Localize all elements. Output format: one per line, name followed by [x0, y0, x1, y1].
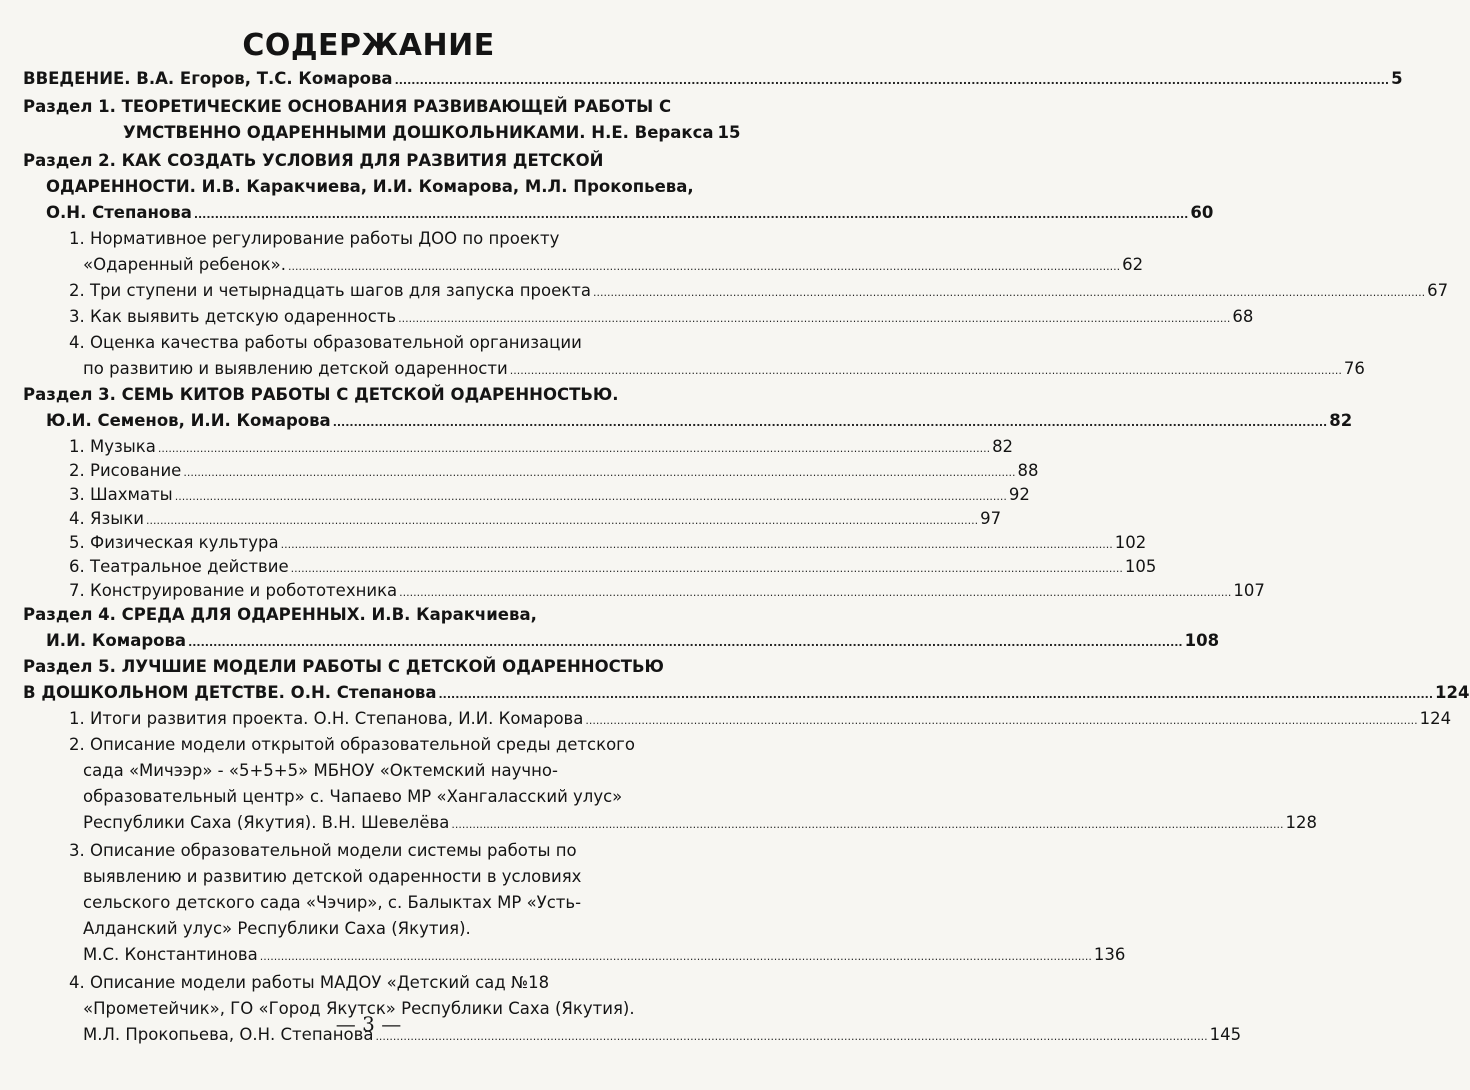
dot-leader [451, 814, 1283, 836]
toc-entry [46, 630, 1220, 654]
toc-entry-title: 1. Музыка [69, 437, 156, 456]
toc-entry-title: по развитию и выявлению детской одаренности [83, 359, 508, 378]
toc-page-number: 145 [1209, 1025, 1242, 1044]
toc-entry-title: 6. Театральное действие [69, 557, 289, 576]
dot-leader [510, 360, 1342, 382]
toc-entry-title: М.С. Константинова [83, 945, 258, 964]
toc-entry [83, 358, 1365, 382]
dot-leader [146, 510, 978, 532]
toc-entry-line [46, 176, 694, 198]
toc-entry [69, 508, 1002, 532]
dot-leader [398, 308, 1230, 330]
toc-entry-line [23, 150, 603, 172]
dot-leader [281, 534, 1113, 556]
toc-entry [69, 436, 1014, 460]
toc-entry-title: Алданский улус» Республики Саха (Якутия). [83, 919, 471, 938]
toc-entry-line [69, 734, 635, 756]
toc-entry [69, 708, 1452, 732]
toc-page-number: 124 [1435, 683, 1470, 702]
toc-entry-title: Раздел 3. СЕМЬ КИТОВ РАБОТЫ С ДЕТСКОЙ ОДАРЕННОСТЬЮ. [23, 385, 619, 404]
toc-page-number: 102 [1114, 533, 1147, 552]
toc-entry-title: 7. Конструирование и робототехника [69, 581, 398, 600]
toc-entry-title: Раздел 1. ТЕОРЕТИЧЕСКИЕ ОСНОВАНИЯ РАЗВИВАЮЩЕЙ РАБОТЫ С [23, 97, 672, 116]
toc-entry [46, 202, 1214, 226]
toc-entry-title: «Одаренный ребенок». [83, 255, 286, 274]
toc-page-number: 60 [1190, 203, 1214, 222]
toc-page-number: 62 [1122, 255, 1144, 274]
toc-entry-title: Раздел 5. ЛУЧШИЕ МОДЕЛИ РАБОТЫ С ДЕТСКОЙ ОДАРЕННОСТЬЮ [23, 657, 664, 676]
dot-leader [194, 204, 1189, 226]
page-number-footer: — 3 — [335, 1012, 402, 1036]
toc-entry-title: ОДАРЕННОСТИ. И.В. Каракчиева, И.И. Комарова, М.Л. Прокопьева, [46, 177, 694, 196]
toc-page-number: 128 [1285, 813, 1318, 832]
toc-entry-title: В ДОШКОЛЬНОМ ДЕТСТВЕ. О.Н. Степанова [23, 683, 437, 702]
toc-entry [69, 532, 1147, 556]
toc-entry-title: 4. Оценка качества работы образовательной организации [69, 333, 582, 352]
toc-entry-title: 4. Описание модели работы МАДОУ «Детский сад №18 [69, 973, 550, 992]
toc-entry [69, 306, 1254, 330]
dot-leader [291, 558, 1123, 580]
toc-entry-line [23, 656, 664, 678]
toc-entry-line [83, 892, 581, 914]
dot-leader [333, 412, 1328, 434]
toc-entry [23, 68, 1403, 92]
toc-entry [83, 812, 1318, 836]
toc-page-number: 92 [1008, 485, 1030, 504]
toc-entry-line [83, 918, 471, 940]
toc-entry-title: образовательный центр» с. Чапаево МР «Хангаласский улус» [83, 787, 623, 806]
toc-entry-title: сельского детского сада «Чэчир», с. Балыктах МР «Усть- [83, 893, 582, 912]
toc-page-number: 108 [1184, 631, 1220, 650]
toc-entry [69, 580, 1265, 604]
toc-page-number: 68 [1232, 307, 1254, 326]
toc-entry-title: 1. Нормативное регулирование работы ДОО по проекту [69, 229, 560, 248]
dot-leader [260, 946, 1092, 968]
toc-entry-title: 5. Физическая культура [69, 533, 279, 552]
toc-entry-title: 2. Рисование [69, 461, 182, 480]
toc-page-number: 105 [1124, 557, 1157, 576]
toc-page-number: 97 [980, 509, 1002, 528]
toc-entry-title: 3. Описание образовательной модели системы работы по [69, 841, 577, 860]
page-title: СОДЕРЖАНИЕ [242, 28, 495, 63]
toc-entry-line [23, 604, 537, 626]
toc-entry-line [23, 384, 619, 406]
dot-leader [585, 710, 1417, 732]
toc-page-number: 136 [1093, 945, 1126, 964]
toc-entry-title: 3. Как выявить детскую одаренность [69, 307, 397, 326]
toc-page-number: 82 [1329, 411, 1353, 430]
toc-entry-title: И.И. Комарова [46, 631, 187, 650]
toc-page-number: 88 [1017, 461, 1039, 480]
toc-entry-title: Раздел 2. КАК СОЗДАТЬ УСЛОВИЯ ДЛЯ РАЗВИТИЯ ДЕТСКОЙ [23, 151, 604, 170]
toc-page-number: 82 [992, 437, 1014, 456]
toc-entry-title: «Прометейчик», ГО «Город Якутск» Республики Саха (Якутия). [83, 999, 635, 1018]
toc-entry-line [69, 840, 577, 862]
toc-entry-line [83, 866, 581, 888]
toc-entry [123, 122, 741, 146]
toc-entry-title: 1. Итоги развития проекта. О.Н. Степанова, И.И. Комарова [69, 709, 584, 728]
toc-entry-title: М.Л. Прокопьева, О.Н. Степанова [83, 1025, 374, 1044]
dot-leader [158, 438, 990, 460]
toc-entry-line [23, 96, 671, 118]
toc-entry-title: ВВЕДЕНИЕ. В.А. Егоров, Т.С. Комарова [23, 69, 393, 88]
dot-leader [175, 486, 1007, 508]
toc-page-number: 76 [1343, 359, 1365, 378]
toc-page-number: 15 [717, 123, 741, 142]
dot-leader [183, 462, 1015, 484]
toc-page-number: 5 [1391, 69, 1403, 88]
toc-entry-title: сада «Мичээр» - «5+5+5» МБНОУ «Октемский научно- [83, 761, 558, 780]
toc-entry-title: Раздел 4. СРЕДА ДЛЯ ОДАРЕННЫХ. И.В. Каракчиева, [23, 605, 537, 624]
toc-entry-title: О.Н. Степанова [46, 203, 192, 222]
dot-leader [593, 282, 1425, 304]
toc-entry-line [69, 972, 549, 994]
toc-entry-title: 3. Шахматы [69, 485, 173, 504]
toc-entry [69, 460, 1039, 484]
toc-entry [83, 254, 1144, 278]
toc-page-number: 107 [1233, 581, 1265, 600]
toc-entry [69, 556, 1157, 580]
toc-page-number: 67 [1427, 281, 1449, 300]
toc-entry [69, 484, 1030, 508]
toc-entry-line [83, 760, 558, 782]
toc-page-number: 124 [1419, 709, 1452, 728]
toc-entry-line [83, 786, 622, 808]
toc-entry-title: УМСТВЕННО ОДАРЕННЫМИ ДОШКОЛЬНИКАМИ. Н.Е. Веракса [123, 123, 714, 142]
dot-leader [188, 632, 1183, 654]
dot-leader [395, 70, 1390, 92]
toc-entry-title: Республики Саха (Якутия). В.Н. Шевелёва [83, 813, 450, 832]
toc-entry [83, 944, 1126, 968]
toc-entry-title: выявлению и развитию детской одаренности в условиях [83, 867, 582, 886]
toc-entry [23, 682, 1470, 706]
toc-entry-line [69, 228, 559, 250]
dot-leader [399, 582, 1231, 604]
dot-leader [439, 684, 1434, 706]
toc-entry-title: 2. Три ступени и четырнадцать шагов для запуска проекта [69, 281, 591, 300]
toc-entry-title: 4. Языки [69, 509, 144, 528]
toc-entry-title: Ю.И. Семенов, И.И. Комарова [46, 411, 331, 430]
toc-entry-line [69, 332, 582, 354]
toc-entry [46, 410, 1353, 434]
dot-leader [288, 256, 1120, 278]
toc-entry [69, 280, 1449, 304]
toc-entry-title: 2. Описание модели открытой образовательной среды детского [69, 735, 635, 754]
